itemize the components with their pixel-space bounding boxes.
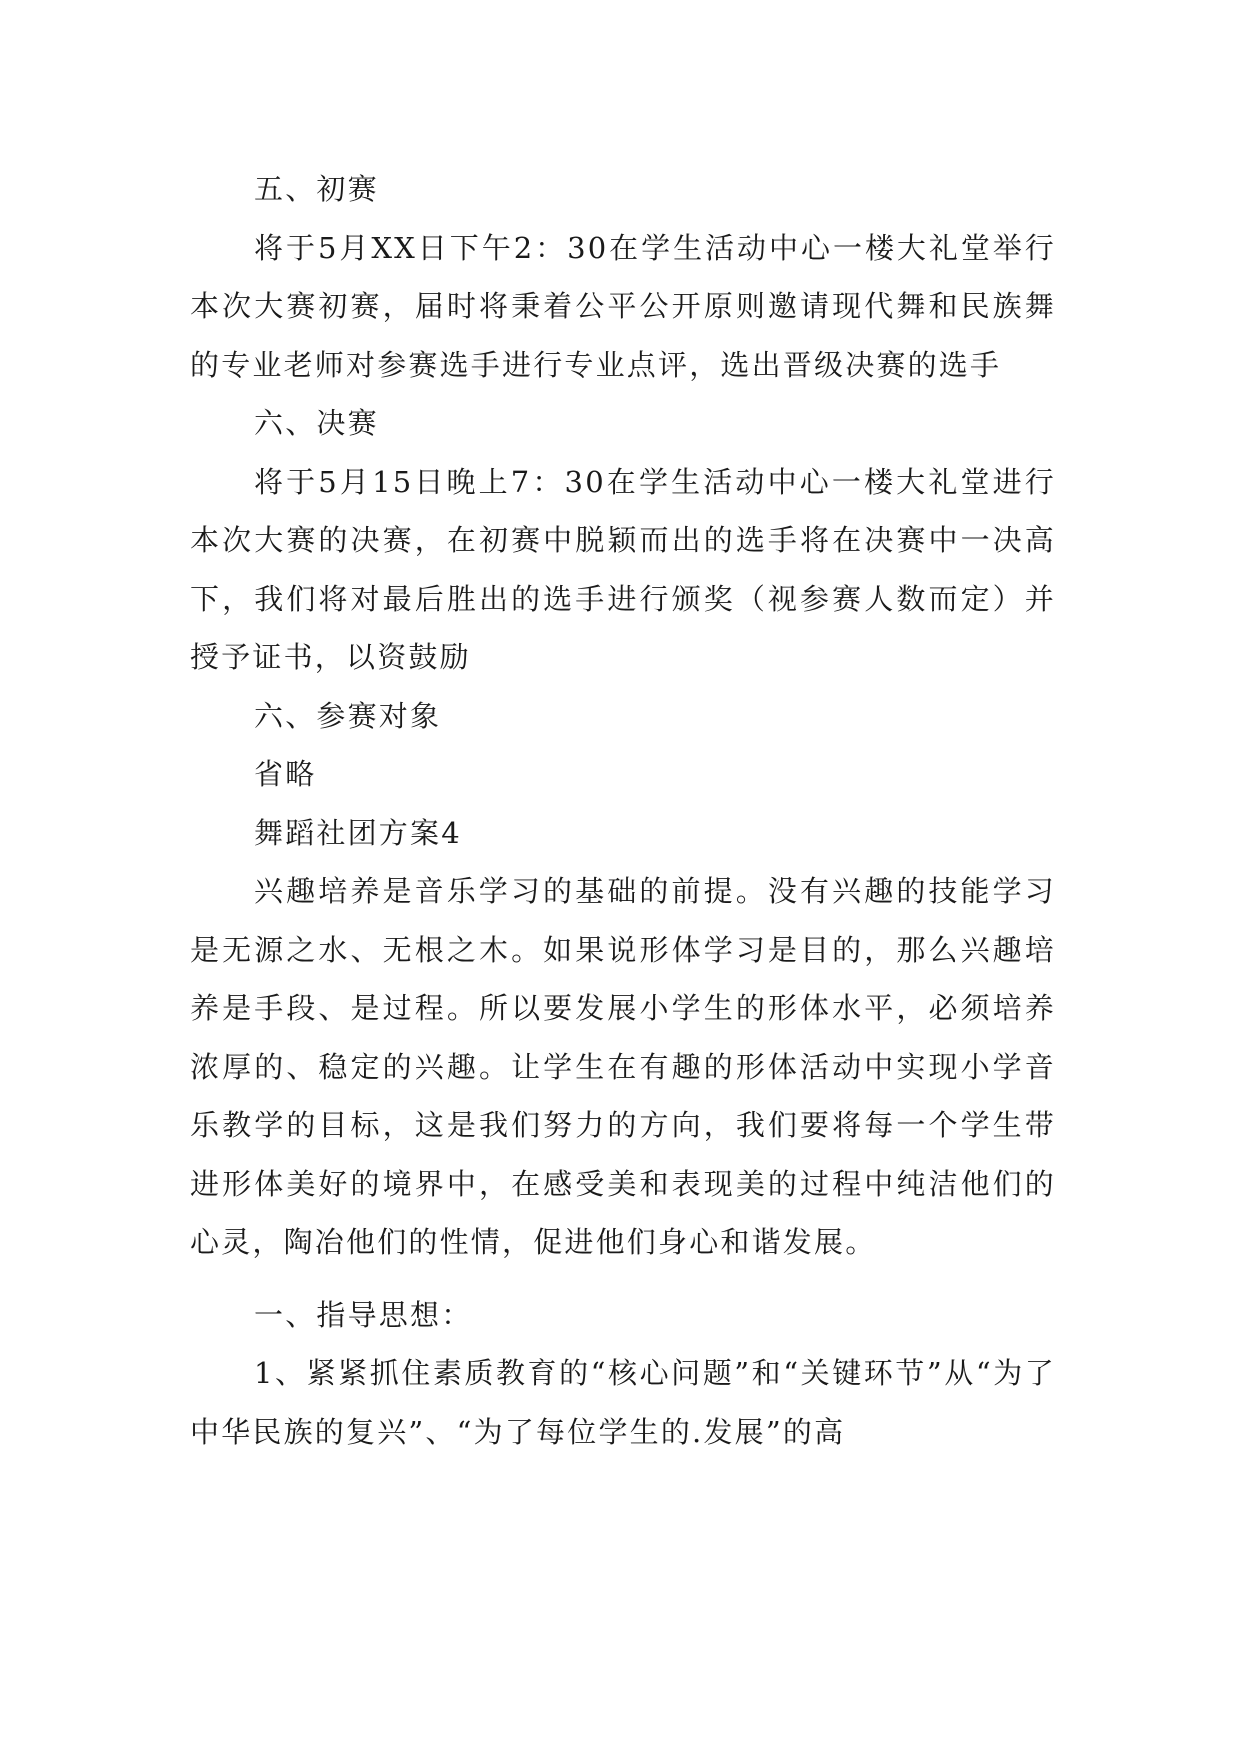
document-body (190, 160, 1056, 1461)
section-heading-participants: 六、参赛对象 (254, 698, 442, 733)
section-heading-final: 六、决赛 (254, 406, 379, 440)
paragraph-guiding-point-1: 1、紧紧抓住素质教育的“核心问题”和“关键环节”从“为了中华民族的复兴”、“为了每位学生的.发展”的高 (190, 1356, 1056, 1449)
section-heading-guiding-ideology: 一、指导思想： (254, 1297, 473, 1332)
section-heading-preliminary: 五、初赛 (254, 172, 379, 206)
paragraph-preliminary-details: 将于5月XX日下午2：30在学生活动中心一楼大礼堂举行本次大赛初赛，届时将秉着公平公开原则邀请现代舞和民族舞的专业老师对参赛选手进行专业点评，选出晋级决赛的选手 (190, 230, 1056, 382)
paragraph-interest-cultivation: 兴趣培养是音乐学习的基础的前提。没有兴趣的技能学习是无源之水、无根之木。如果说形体学习是目的，那么兴趣培养是手段、是过程。所以要发展小学生的形体水平，必须培养浓厚的、稳定的兴趣。让学生在有趣的形体活动中实现小学音乐教学的目标，这是我们努力的方向，我们要将每一个学生带进形体美好的境界中，在感受美和表现美的过程中纯洁他们的心灵，陶冶他们的性情，促进他们身心和谐发展。 (190, 874, 1056, 1259)
plan-title: 舞蹈社团方案4 (254, 815, 462, 850)
paragraph-omitted: 省略 (254, 757, 317, 791)
paragraph-final-details: 将于5月15日晚上7：30在学生活动中心一楼大礼堂进行本次大赛的决赛，在初赛中脱颖而出的选手将在决赛中一决高下，我们将对最后胜出的选手进行颁奖（视参赛人数而定）并授予证书，以资鼓励 (190, 464, 1056, 674)
